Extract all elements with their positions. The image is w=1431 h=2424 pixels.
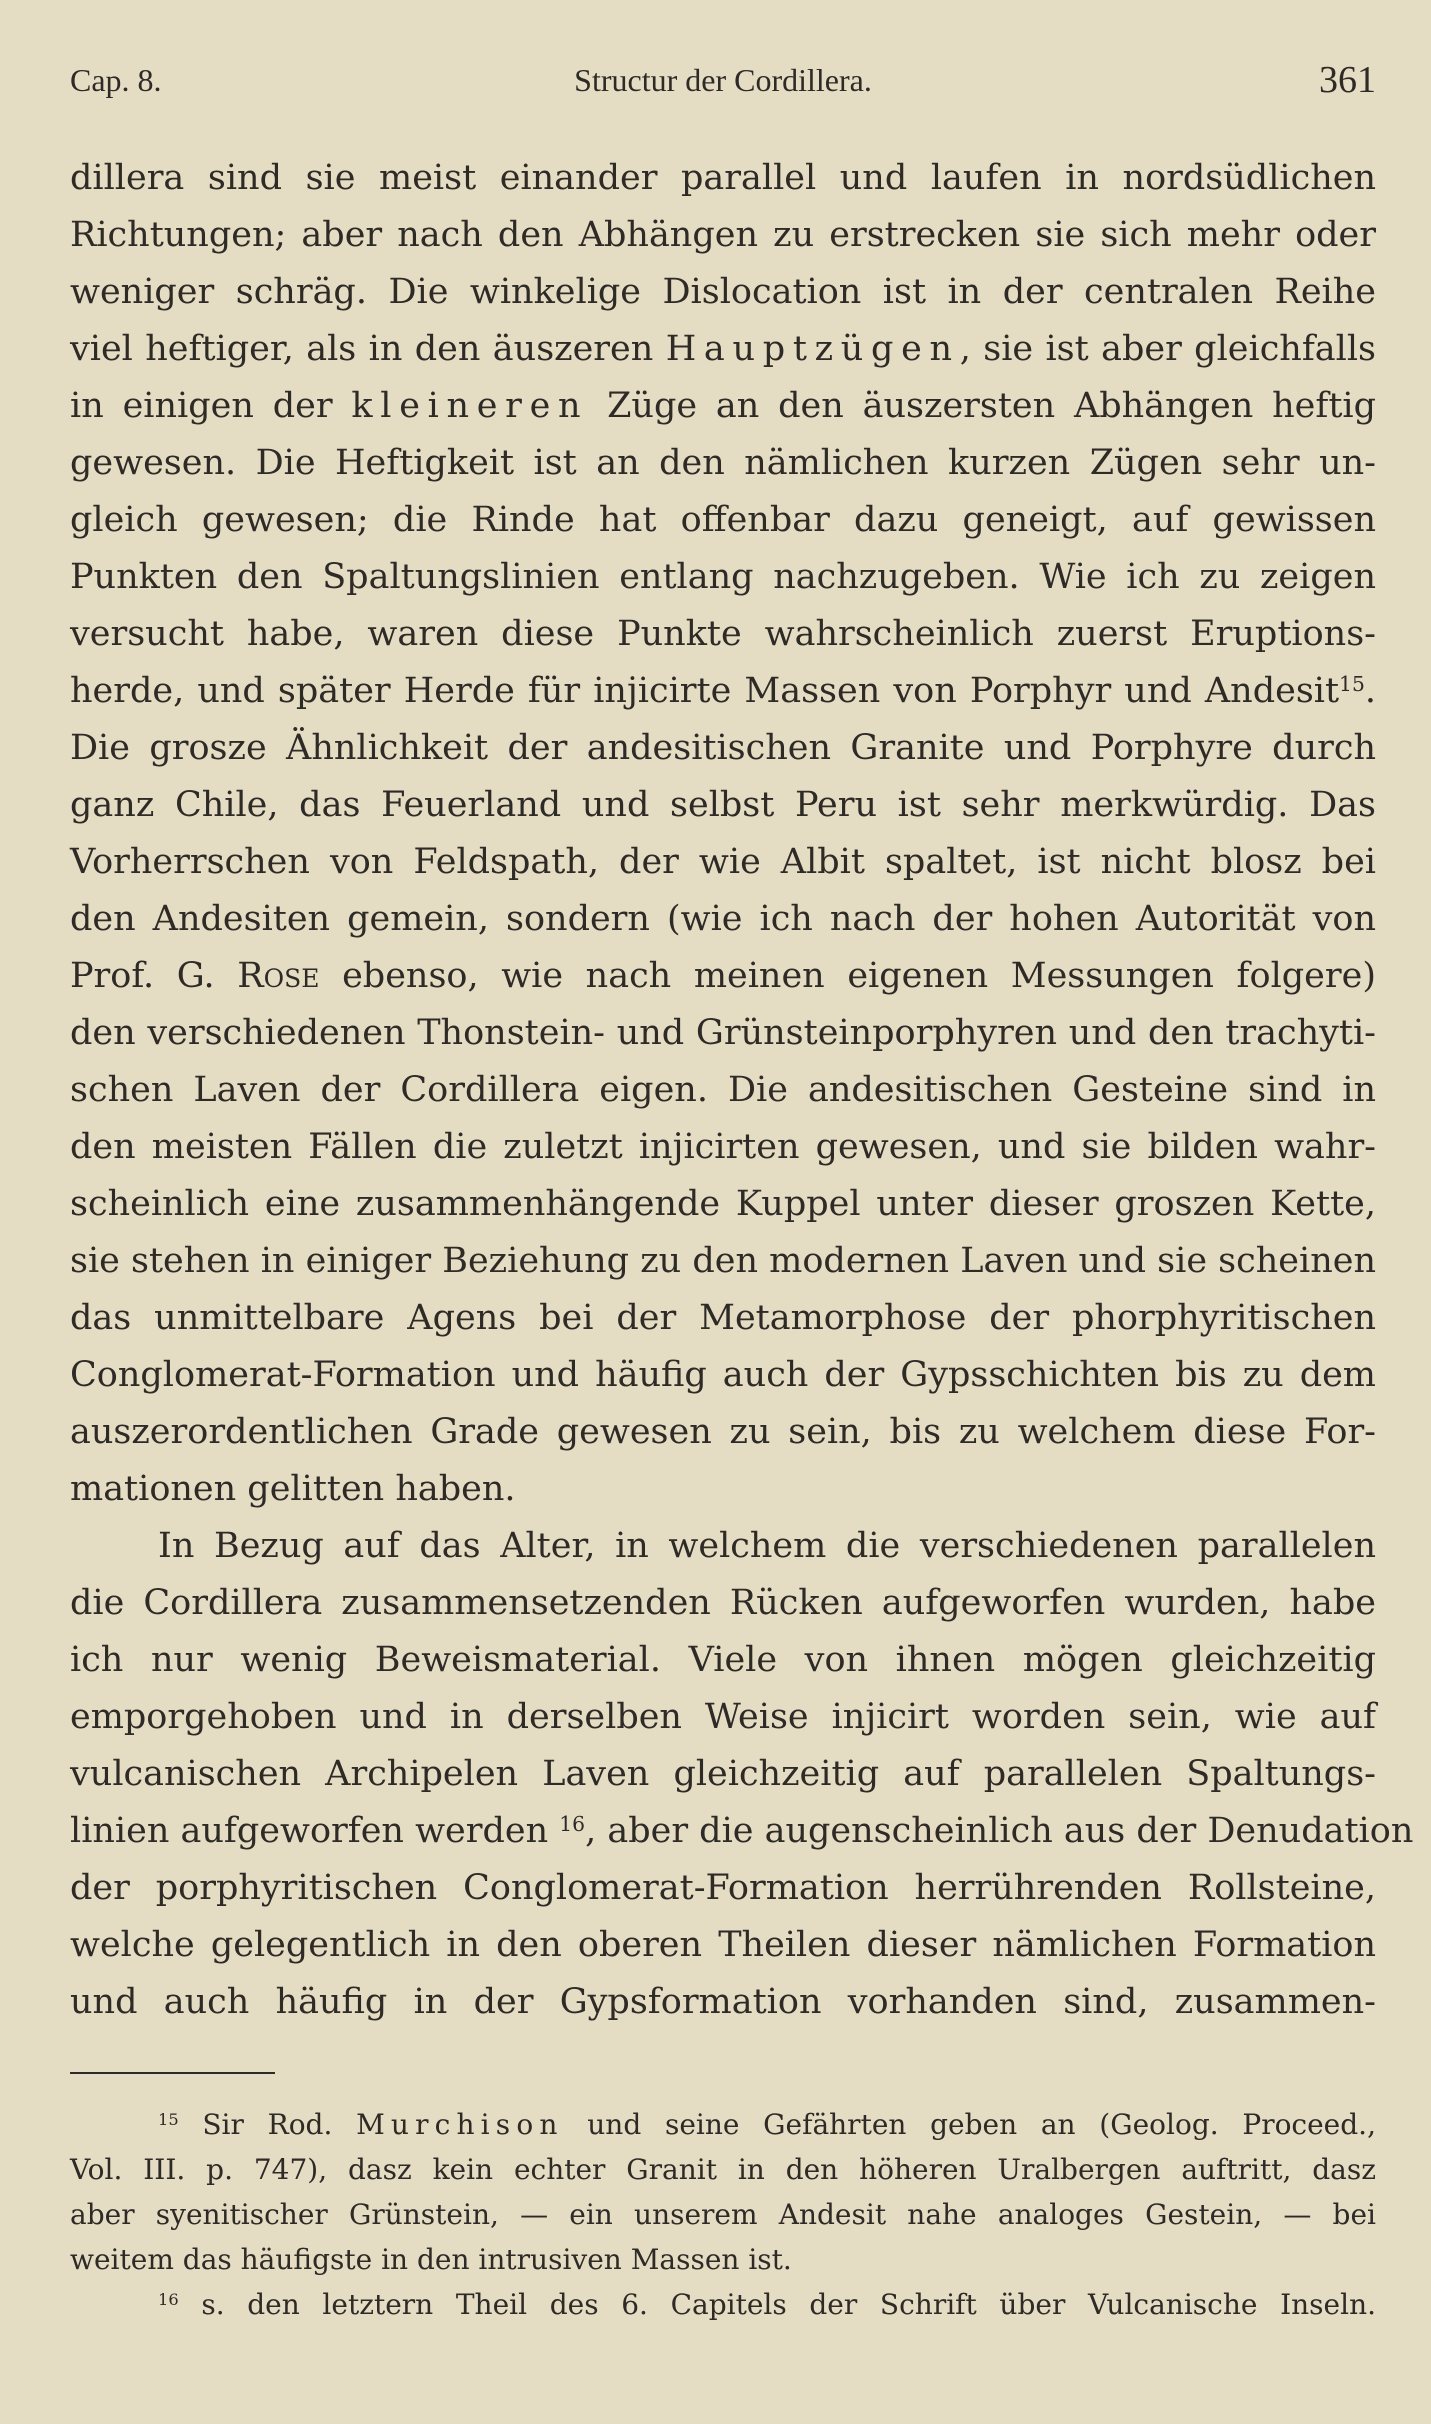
text-line: ganz Chile, das Feuerland und selbst Peru ist sehr merkwürdig. Das bbox=[70, 785, 1376, 825]
main-text bbox=[70, 150, 1414, 2031]
footnote-number: 15 bbox=[158, 2110, 179, 2130]
footnote-divider bbox=[70, 2072, 275, 2074]
footnote-15 bbox=[70, 2102, 1376, 2147]
chapter-label: Cap. 8. bbox=[70, 62, 162, 98]
text-line: auszerordentlichen Grade gewesen zu sein, bis zu welchem diese For- bbox=[70, 1412, 1376, 1452]
text-span: Sir Rod. bbox=[178, 2108, 357, 2141]
text-line: und auch häufig in der Gypsformation vorhanden sind, zusammen- bbox=[70, 1982, 1376, 2022]
text-line: weniger schräg. Die winkelige Dislocation ist in der centralen Reihe bbox=[70, 272, 1376, 312]
emphasized-word: Murchison bbox=[356, 2108, 564, 2141]
footnote-ref-16[interactable]: 16 bbox=[559, 1811, 586, 1836]
text-line: gleich gewesen; die Rinde hat offenbar dazu geneigt, auf gewissen bbox=[70, 500, 1376, 540]
text-line: sie stehen in einiger Beziehung zu den modernen Laven und sie scheinen bbox=[70, 1241, 1376, 1281]
author-name: Rose bbox=[237, 956, 320, 996]
running-title: Structur der Cordillera. bbox=[574, 62, 872, 98]
text-line bbox=[70, 948, 1376, 1005]
text-span: viel heftiger, als in den äuszeren bbox=[70, 329, 666, 369]
footnote-ref-15[interactable]: 15 bbox=[1339, 671, 1365, 696]
footnotes bbox=[70, 2102, 1376, 2327]
text-line: Conglomerat-Formation und häufig auch der Gypsschichten bis zu dem bbox=[70, 1355, 1376, 1395]
text-line: den meisten Fällen die zuletzt injicirten gewesen, und sie bilden wahr- bbox=[70, 1127, 1376, 1167]
footnote-number: 16 bbox=[158, 2290, 179, 2310]
text-line: Richtungen; aber nach den Abhängen zu erstrecken sie sich mehr oder bbox=[70, 215, 1376, 255]
text-line: emporgehoben und in derselben Weise injicirt worden sein, wie auf bbox=[70, 1697, 1376, 1737]
text-span: linien aufgeworfen werden bbox=[70, 1811, 560, 1851]
footnote-16 bbox=[70, 2282, 1376, 2327]
text-line: den verschiedenen Thonstein- und Grünsteinporphyren und den trachyti- bbox=[70, 1013, 1376, 1053]
running-header bbox=[70, 58, 1376, 108]
text-line: ich nur wenig Beweismaterial. Viele von ihnen mögen gleichzeitig bbox=[70, 1640, 1376, 1680]
text-span: s. den letztern Theil des 6. Capitels der Schrift über Vulcanische Inseln. bbox=[178, 2288, 1376, 2321]
text-line: Die grosze Ähnlichkeit der andesitischen Granite und Porphyre durch bbox=[70, 728, 1376, 768]
text-line: Punkten den Spaltungslinien entlang nachzugeben. Wie ich zu zeigen bbox=[70, 557, 1376, 597]
text-line bbox=[70, 663, 1376, 720]
text-span: herde, und später Herde für injicirte Massen von Porphyr und Andesit bbox=[70, 671, 1340, 711]
page-number: 361 bbox=[1319, 59, 1376, 101]
text-line: schen Laven der Cordillera eigen. Die andesitischen Gesteine sind in bbox=[70, 1070, 1376, 1110]
text-line: der porphyritischen Conglomerat-Formation herrührenden Rollsteine, bbox=[70, 1868, 1376, 1908]
footnote-line: Vol. III. p. 747), dasz kein echter Granit in den höheren Uralbergen auftritt, dasz bbox=[70, 2153, 1376, 2186]
text-line: versucht habe, waren diese Punkte wahrscheinlich zuerst Eruptions- bbox=[70, 614, 1376, 654]
emphasized-word: Hauptzügen bbox=[665, 329, 960, 369]
text-line: gewesen. Die Heftigkeit ist an den nämlichen kurzen Zügen sehr un- bbox=[70, 443, 1376, 483]
text-line: den Andesiten gemein, sondern (wie ich nach der hohen Autorität von bbox=[70, 899, 1376, 939]
text-span: Prof. G. bbox=[70, 956, 238, 996]
text-span: in einigen der bbox=[70, 386, 352, 426]
text-line: In Bezug auf das Alter, in welchem die verschiedenen parallelen bbox=[158, 1526, 1376, 1566]
footnote-line: aber syenitischer Grünstein, — ein unserem Andesit nahe analoges Gestein, — bei bbox=[70, 2198, 1376, 2231]
text-line: dillera sind sie meist einander parallel und laufen in nordsüdlichen bbox=[70, 158, 1376, 198]
emphasized-word: kleineren bbox=[351, 386, 589, 426]
text-line: vulcanischen Archipelen Laven gleichzeitig auf parallelen Spaltungs- bbox=[70, 1754, 1376, 1794]
text-line: das unmittelbare Agens bei der Metamorphose der phorphyritischen bbox=[70, 1298, 1376, 1338]
text-span: und seine Gefährten geben an (Geolog. Proceed., bbox=[563, 2108, 1376, 2141]
paragraph-2 bbox=[70, 1518, 1414, 2031]
paragraph-1 bbox=[70, 150, 1376, 1518]
text-span: Züge an den äuszersten Abhängen heftig bbox=[588, 386, 1376, 426]
text-line: scheinlich eine zusammenhängende Kuppel unter dieser groszen Kette, bbox=[70, 1184, 1376, 1224]
text-line bbox=[70, 1803, 1414, 1860]
text-line: mationen gelitten haben. bbox=[70, 1469, 516, 1509]
text-line bbox=[70, 378, 1376, 435]
footnote-line: weitem das häufigste in den intrusiven Massen ist. bbox=[70, 2243, 792, 2276]
text-span: , aber die augenscheinlich aus der Denudation bbox=[585, 1811, 1414, 1851]
text-span: ebenso, wie nach meinen eigenen Messungen folgere) bbox=[319, 956, 1376, 996]
text-line: Vorherrschen von Feldspath, der wie Albit spaltet, ist nicht blosz bei bbox=[70, 842, 1376, 882]
text-line: die Cordillera zusammensetzenden Rücken aufgeworfen wurden, habe bbox=[70, 1583, 1376, 1623]
text-span: . bbox=[1364, 671, 1376, 711]
text-line bbox=[70, 321, 1376, 378]
text-line: welche gelegentlich in den oberen Theilen dieser nämlichen Formation bbox=[70, 1925, 1376, 1965]
text-span: , sie ist aber gleichfalls bbox=[959, 329, 1377, 369]
